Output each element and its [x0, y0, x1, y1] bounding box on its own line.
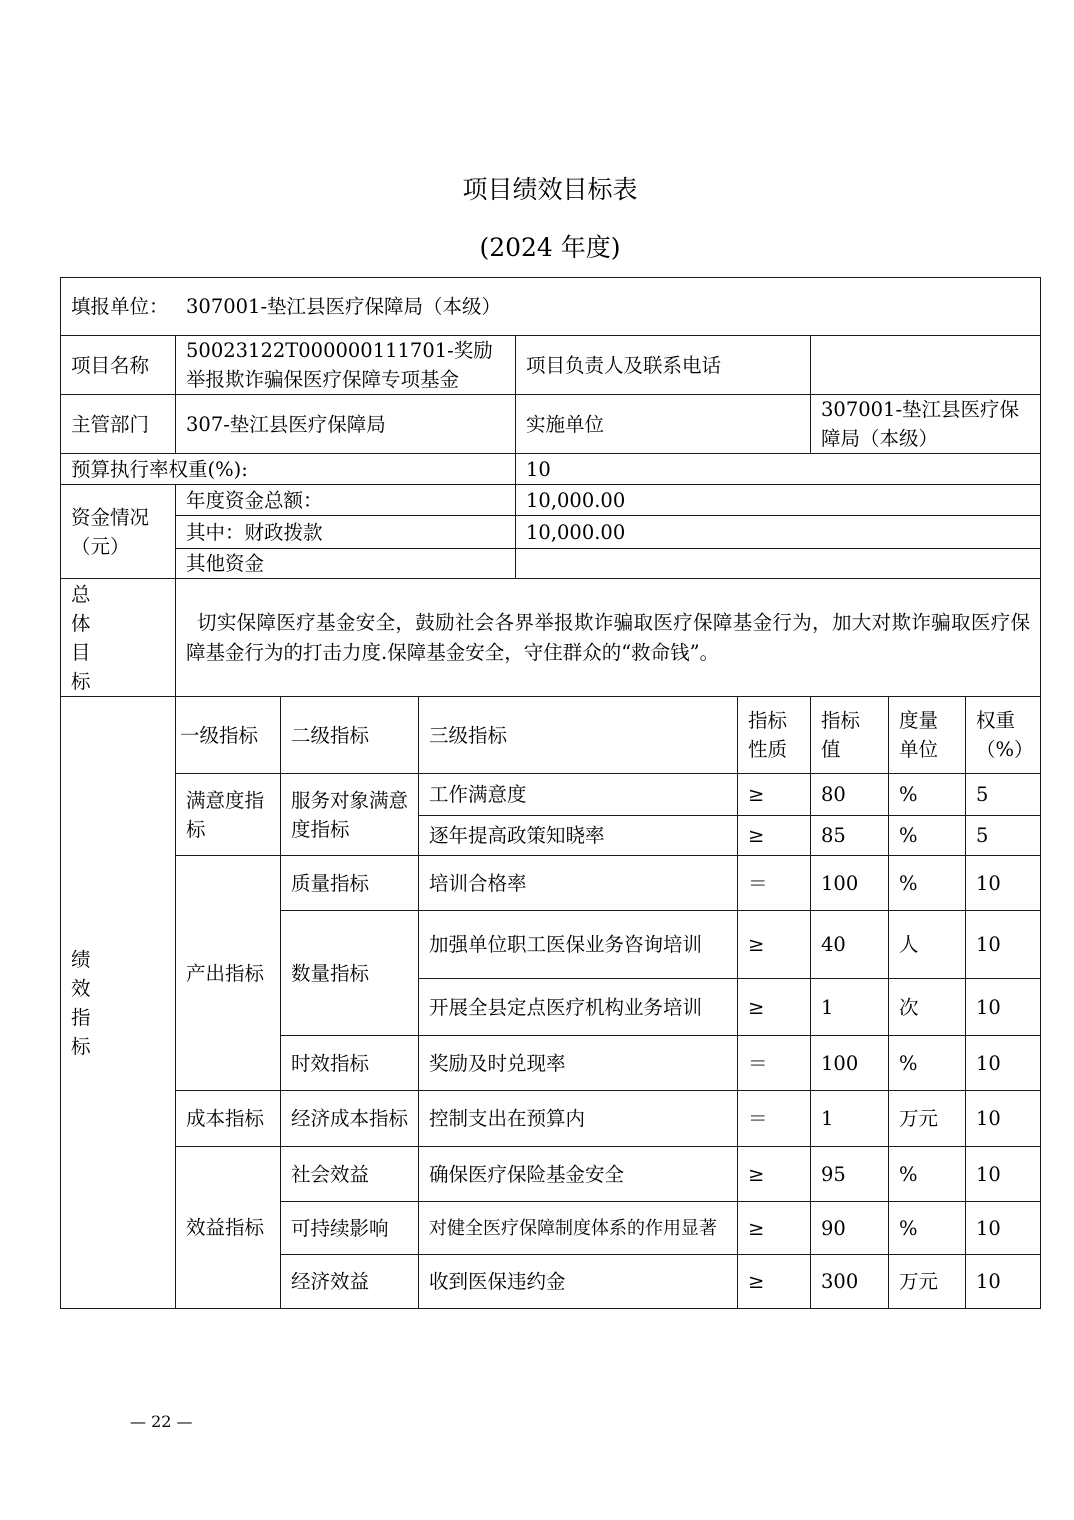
goal-text: 切实保障医疗基金安全，鼓励社会各界举报欺诈骗取医疗保障基金行为，加大对欺诈骗取医疗保障基金行为的打击力度.保障基金安全，守住群众的“救命钱”。 [186, 610, 1031, 664]
indicator-unit: 万元 [889, 1091, 966, 1147]
indicator-nature: ＝ [738, 1036, 811, 1091]
level3-indicator: 收到医保违约金 [419, 1255, 738, 1309]
indicator-unit: % [889, 1147, 966, 1202]
column-header-weight-text: 权重（%） [976, 709, 1034, 761]
level2-indicator: 服务对象满意度指标 [281, 774, 419, 856]
funds-total-label: 年度资金总额： [176, 485, 516, 516]
goal-label-cell [61, 579, 176, 697]
level3-indicator: 开展全县定点医疗机构业务培训 [419, 979, 738, 1036]
indicator-weight: 10 [966, 1202, 1041, 1255]
implementer-label: 实施单位 [516, 395, 811, 454]
indicator-nature: ≥ [738, 816, 811, 856]
indicator-value: 300 [811, 1255, 889, 1309]
column-header-unit [889, 697, 966, 774]
indicator-nature: ＝ [738, 856, 811, 911]
contact-value [811, 336, 1041, 395]
indicator-weight: 10 [966, 1255, 1041, 1309]
level3-indicator: 培训合格率 [419, 856, 738, 911]
column-header-value [811, 697, 889, 774]
indicator-unit: % [889, 816, 966, 856]
table-row [61, 774, 1041, 816]
indicator-value: 80 [811, 774, 889, 816]
column-header-value-text: 指标值 [821, 709, 861, 761]
reporting-unit-value: 307001-垫江县医疗保障局（本级） [186, 295, 502, 318]
level1-indicator: 满意度指标 [176, 774, 281, 856]
level1-indicator: 效益指标 [176, 1147, 281, 1309]
indicator-value: 100 [811, 856, 889, 911]
reporting-unit-cell [61, 278, 1041, 336]
reporting-unit-row [61, 278, 1041, 336]
reporting-unit-label: 填报单位： [71, 295, 169, 318]
indicator-nature: ＝ [738, 1091, 811, 1147]
column-header-nature-text: 指标性质 [748, 709, 788, 761]
funds-fiscal-row [61, 516, 1041, 549]
indicator-unit: % [889, 1036, 966, 1091]
department-label: 主管部门 [61, 395, 176, 454]
page-number: — 22 — [130, 1412, 193, 1431]
indicator-weight: 5 [966, 774, 1041, 816]
goal-label: 总体目标 [71, 582, 91, 693]
goal-row [61, 579, 1041, 697]
document-subtitle: (2024 年度) [479, 233, 621, 262]
indicator-unit: 次 [889, 979, 966, 1036]
indicator-unit: 万元 [889, 1255, 966, 1309]
level3-indicator: 加强单位职工医保业务咨询培训 [419, 911, 738, 979]
level3-indicator: 确保医疗保险基金安全 [419, 1147, 738, 1202]
indicator-weight: 10 [966, 979, 1041, 1036]
funds-other-label: 其他资金 [176, 549, 516, 579]
table-row [61, 1147, 1041, 1202]
level2-indicator: 时效指标 [281, 1036, 419, 1091]
project-name-row [61, 336, 1041, 395]
column-header-level2: 二级指标 [281, 697, 419, 774]
indicator-nature: ≥ [738, 1147, 811, 1202]
column-header-unit-text: 度量单位 [899, 709, 939, 761]
indicator-weight: 10 [966, 911, 1041, 979]
project-name-value: 50023122T000000111701-奖励举报欺诈骗保医疗保障专项基金 [176, 336, 516, 395]
funds-total-value: 10,000.00 [516, 485, 1041, 516]
funds-total-row [61, 485, 1041, 516]
funds-other-value [516, 549, 1041, 579]
budget-weight-row [61, 454, 1041, 485]
indicator-weight: 10 [966, 1036, 1041, 1091]
goal-text-cell [176, 579, 1041, 697]
funds-fiscal-label: 其中：财政拨款 [176, 516, 516, 549]
document-title: 项目绩效目标表 [462, 175, 638, 204]
column-header-nature [738, 697, 811, 774]
indicators-label-cell [61, 697, 176, 1309]
level1-indicator: 产出指标 [176, 856, 281, 1091]
indicator-nature: ≥ [738, 774, 811, 816]
funds-other-row [61, 549, 1041, 579]
level3-indicator: 逐年提高政策知晓率 [419, 816, 738, 856]
level3-indicator: 对健全医疗保障制度体系的作用显著 [419, 1202, 738, 1255]
table-row [61, 856, 1041, 911]
implementer-value: 307001-垫江县医疗保障局（本级） [811, 395, 1041, 454]
indicator-value: 100 [811, 1036, 889, 1091]
level2-indicator: 可持续影响 [281, 1202, 419, 1255]
indicator-value: 40 [811, 911, 889, 979]
level3-indicator: 控制支出在预算内 [419, 1091, 738, 1147]
level2-indicator: 经济成本指标 [281, 1091, 419, 1147]
indicator-weight: 10 [966, 856, 1041, 911]
indicator-value: 1 [811, 979, 889, 1036]
indicator-unit: % [889, 856, 966, 911]
funds-label: 资金情况（元） [61, 485, 176, 579]
indicator-nature: ≥ [738, 1255, 811, 1309]
department-value: 307-垫江县医疗保障局 [176, 395, 516, 454]
budget-weight-value: 10 [516, 454, 1041, 485]
contact-label: 项目负责人及联系电话 [516, 336, 811, 395]
indicator-unit: % [889, 774, 966, 816]
funds-fiscal-value: 10,000.00 [516, 516, 1041, 549]
indicator-weight: 5 [966, 816, 1041, 856]
indicator-nature: ≥ [738, 911, 811, 979]
indicator-nature: ≥ [738, 979, 811, 1036]
column-header-level1: 一级指标 [176, 697, 281, 774]
level3-indicator: 奖励及时兑现率 [419, 1036, 738, 1091]
indicator-weight: 10 [966, 1147, 1041, 1202]
department-row [61, 395, 1041, 454]
budget-weight-label: 预算执行率权重(%): [61, 454, 516, 485]
level2-indicator: 质量指标 [281, 856, 419, 911]
level2-indicator: 数量指标 [281, 911, 419, 1036]
level3-indicator: 工作满意度 [419, 774, 738, 816]
indicator-weight: 10 [966, 1091, 1041, 1147]
indicator-header-row [61, 697, 1041, 774]
level1-indicator: 成本指标 [176, 1091, 281, 1147]
indicator-value: 1 [811, 1091, 889, 1147]
level2-indicator: 社会效益 [281, 1147, 419, 1202]
performance-target-table [60, 277, 1041, 1309]
indicator-unit: 人 [889, 911, 966, 979]
indicator-nature: ≥ [738, 1202, 811, 1255]
column-header-level3: 三级指标 [419, 697, 738, 774]
indicators-label: 绩效指标 [71, 947, 91, 1058]
table-row [61, 1091, 1041, 1147]
indicator-value: 95 [811, 1147, 889, 1202]
column-header-weight [966, 697, 1041, 774]
project-name-label: 项目名称 [61, 336, 176, 395]
level2-indicator: 经济效益 [281, 1255, 419, 1309]
indicator-value: 90 [811, 1202, 889, 1255]
indicator-value: 85 [811, 816, 889, 856]
indicator-unit: % [889, 1202, 966, 1255]
